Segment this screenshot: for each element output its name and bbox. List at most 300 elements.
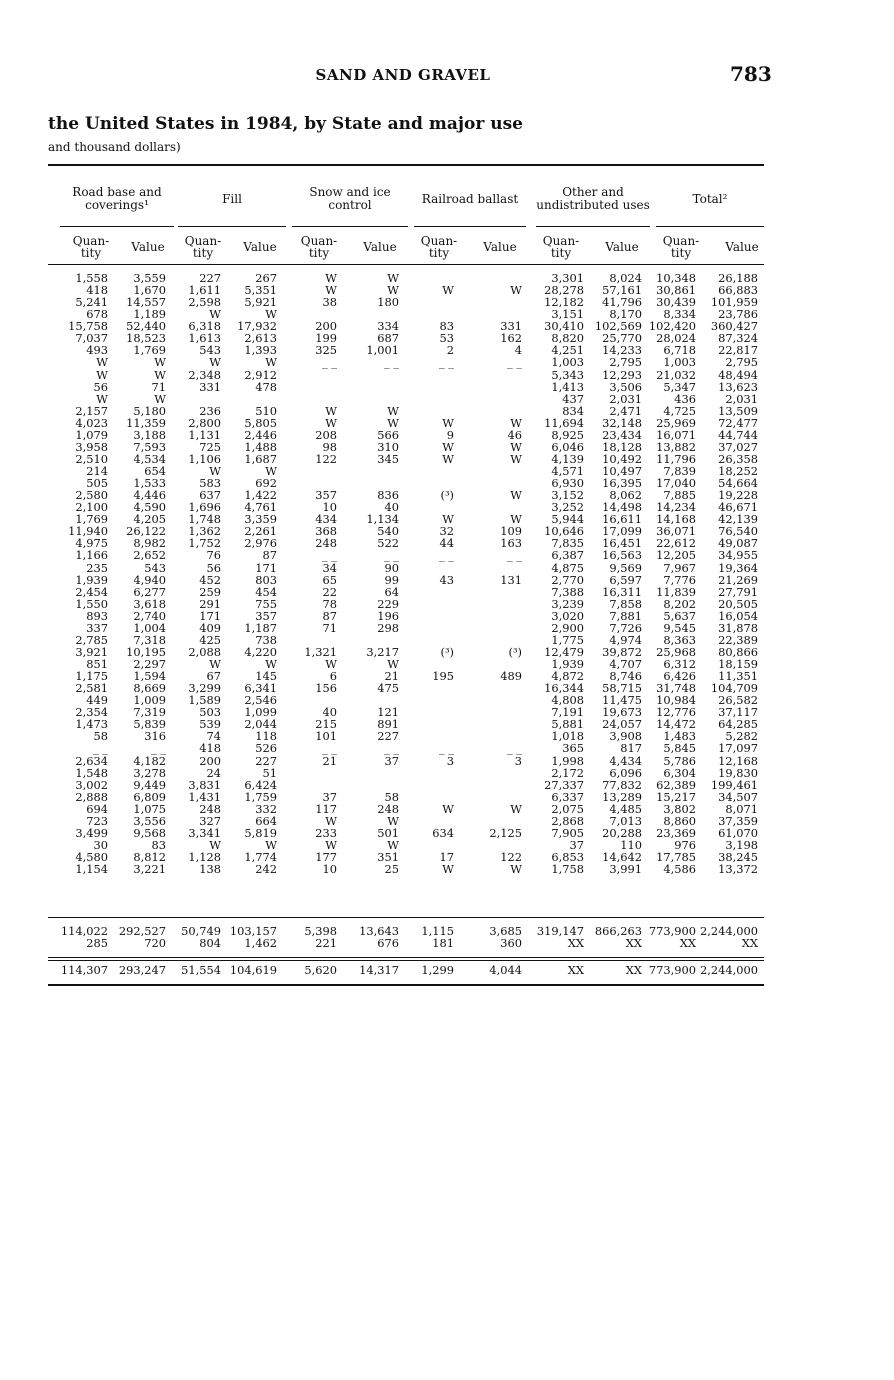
sub-header-value: Value — [243, 240, 277, 254]
table-cell: _ _ — [321, 549, 337, 562]
table-cell: 4,872 — [551, 670, 584, 683]
table-cell: 19,830 — [718, 766, 758, 779]
table-cell: _ _ — [321, 633, 337, 646]
header-bottom-rule — [48, 264, 764, 265]
table-cell: 1,589 — [188, 694, 221, 707]
table-cell: 215 — [315, 718, 337, 731]
table-cell: 6,312 — [663, 658, 696, 671]
table-cell: 227 — [255, 754, 277, 767]
table-cell: W — [325, 416, 337, 429]
table-cell: 30,861 — [656, 284, 696, 297]
table-cell: 37,359 — [718, 814, 758, 827]
table-cell: 723 — [86, 814, 108, 827]
table-cell: 5,343 — [551, 368, 584, 381]
table-cell: W — [96, 392, 108, 405]
table-cell: 233 — [315, 826, 337, 839]
table-cell: 51,554 — [181, 963, 221, 977]
table-cell: 104,709 — [710, 682, 758, 695]
table-cell: 101,959 — [710, 296, 758, 309]
table-cell: 337 — [86, 621, 108, 634]
table-cell: 64 — [384, 585, 399, 598]
table-cell: 1,548 — [75, 766, 108, 779]
table-cell: XX — [679, 936, 696, 950]
table-cell: 8,363 — [663, 633, 696, 646]
table-cell: _ _ — [506, 477, 522, 490]
table-cell: 236 — [199, 404, 221, 417]
table-cell: 8,170 — [609, 308, 642, 321]
table-cell: 976 — [674, 838, 696, 851]
table-cell: 87 — [262, 549, 277, 562]
table-cell: 8,860 — [663, 814, 696, 827]
table-cell: 425 — [199, 633, 221, 646]
table-cell: 4,808 — [551, 694, 584, 707]
table-cell: 121 — [377, 706, 399, 719]
table-cell: 3,002 — [75, 778, 108, 791]
table-cell: W — [209, 658, 221, 671]
table-cell: _ _ — [438, 706, 454, 719]
table-cell: _ _ — [438, 597, 454, 610]
table-cell: 2,888 — [75, 790, 108, 803]
table-cell: _ _ — [438, 730, 454, 743]
table-cell: 43 — [439, 573, 454, 586]
table-cell: 3,802 — [663, 802, 696, 815]
table-cell: 38 — [322, 296, 337, 309]
table-cell: 2,088 — [188, 645, 221, 658]
table-cell: 331 — [500, 320, 522, 333]
table-cell: _ _ — [438, 272, 454, 285]
table-cell: 16,451 — [602, 537, 642, 550]
table-cell: 725 — [199, 440, 221, 453]
table-cell: 14,498 — [602, 501, 642, 514]
table-cell: 171 — [199, 609, 221, 622]
table-cell: 1,759 — [244, 790, 277, 803]
table-cell: 1,131 — [188, 428, 221, 441]
table-cell: 11,940 — [68, 525, 108, 538]
table-cell: 7,013 — [609, 814, 642, 827]
table-cell: _ _ — [506, 658, 522, 671]
sub-header-quantity: Quan-tity — [542, 234, 580, 260]
table-cell: 4,725 — [663, 404, 696, 417]
table-cell: 1,009 — [133, 694, 166, 707]
table-cell: 39,872 — [602, 645, 642, 658]
table-cell: 18,523 — [126, 332, 166, 345]
table-cell: 1,134 — [366, 513, 399, 526]
table-row — [48, 489, 761, 501]
table-cell: 2,075 — [551, 802, 584, 815]
table-row — [48, 742, 761, 754]
table-row — [48, 851, 761, 863]
table-cell: 21,269 — [718, 573, 758, 586]
table-cell: 19,228 — [718, 489, 758, 502]
table-cell: 114,022 — [60, 924, 108, 938]
table-cell: 357 — [315, 489, 337, 502]
table-cell: _ _ — [438, 392, 454, 405]
table-row — [48, 525, 761, 537]
table-row — [48, 537, 761, 549]
table-cell: 1,594 — [133, 670, 166, 683]
table-cell: 2,581 — [75, 682, 108, 695]
table-cell: 7,967 — [663, 561, 696, 574]
table-cell: 22,389 — [718, 633, 758, 646]
table-cell: 3,239 — [551, 597, 584, 610]
table-cell: 248 — [377, 802, 399, 815]
table-cell: 7,319 — [133, 706, 166, 719]
table-cell: 4,571 — [551, 465, 584, 478]
table-cell: 1,758 — [551, 863, 584, 876]
table-cell: _ _ — [383, 392, 399, 405]
bottom-rule — [48, 984, 764, 986]
table-cell: 4,975 — [75, 537, 108, 550]
table-cell: _ _ — [383, 778, 399, 791]
table-cell: _ _ — [438, 621, 454, 634]
table-cell: W — [510, 513, 522, 526]
table-cell: 27,337 — [544, 778, 584, 791]
table-cell: 6,318 — [188, 320, 221, 333]
table-cell: W — [442, 863, 454, 876]
table-row — [48, 429, 761, 441]
table-row — [48, 501, 761, 513]
group-rule-snow — [292, 226, 408, 227]
table-cell: 5,944 — [551, 513, 584, 526]
top-rule — [48, 164, 764, 166]
table-cell: 2,868 — [551, 814, 584, 827]
table-cell: 5,241 — [75, 296, 108, 309]
table-cell: 17,099 — [602, 525, 642, 538]
table-cell: _ _ — [438, 296, 454, 309]
table-cell: W — [265, 658, 277, 671]
table-cell: 19,673 — [602, 706, 642, 719]
table-cell: 2,297 — [133, 658, 166, 671]
table-cell: 17,097 — [718, 742, 758, 755]
table-cell: 866,263 — [594, 924, 642, 938]
table-cell: 26,122 — [126, 525, 166, 538]
table-cell: _ _ — [506, 766, 522, 779]
table-cell: 357 — [255, 609, 277, 622]
table-row — [48, 634, 761, 646]
table-cell: 3,991 — [609, 863, 642, 876]
table-cell: 25 — [384, 863, 399, 876]
grand-total-row — [48, 964, 761, 976]
table-cell: 26,188 — [718, 272, 758, 285]
table-cell: 687 — [377, 332, 399, 345]
table-cell: 49,087 — [718, 537, 758, 550]
table-cell: _ _ — [383, 368, 399, 381]
table-row — [48, 284, 761, 296]
table-cell: 325 — [315, 344, 337, 357]
table-cell: _ _ — [383, 308, 399, 321]
table-cell: _ _ — [506, 682, 522, 695]
column-group-fill: Fill — [222, 191, 242, 206]
table-cell: 755 — [255, 597, 277, 610]
table-cell: 4,044 — [489, 963, 522, 977]
table-cell: _ _ — [150, 742, 166, 755]
table-cell: W — [387, 814, 399, 827]
table-cell: 3,221 — [133, 863, 166, 876]
table-cell: 248 — [199, 802, 221, 815]
table-cell: 1,321 — [304, 645, 337, 658]
table-cell: _ _ — [438, 501, 454, 514]
table-cell: _ _ — [438, 838, 454, 851]
table-cell: 7,388 — [551, 585, 584, 598]
table-cell: 1,533 — [133, 477, 166, 490]
table-cell: _ _ — [321, 766, 337, 779]
table-cell: 19,364 — [718, 561, 758, 574]
table-row — [48, 839, 761, 851]
table-cell: 162 — [500, 332, 522, 345]
table-cell: 6,718 — [663, 344, 696, 357]
table-cell: 62,389 — [656, 778, 696, 791]
table-cell: 4,446 — [133, 489, 166, 502]
table-cell: 34 — [322, 561, 337, 574]
table-cell: _ _ — [506, 730, 522, 743]
table-cell: 12,776 — [656, 706, 696, 719]
table-cell: 10 — [322, 863, 337, 876]
table-cell: 4,434 — [609, 754, 642, 767]
table-cell: 434 — [315, 513, 337, 526]
table-cell: 227 — [199, 272, 221, 285]
table-cell: 9,449 — [133, 778, 166, 791]
table-cell: 227 — [377, 730, 399, 743]
table-cell: 6,341 — [244, 682, 277, 695]
table-cell: _ _ — [438, 380, 454, 393]
table-cell: 20,288 — [602, 826, 642, 839]
table-cell: 32,148 — [602, 416, 642, 429]
table-cell: 365 — [562, 742, 584, 755]
table-cell: 3,506 — [609, 380, 642, 393]
table-cell: _ _ — [438, 766, 454, 779]
table-cell: W — [510, 802, 522, 815]
table-cell: 12,205 — [656, 549, 696, 562]
table-cell: W — [510, 452, 522, 465]
table-cell: _ _ — [383, 742, 399, 755]
table-cell: XX — [741, 936, 758, 950]
table-cell: _ _ — [506, 814, 522, 827]
table-cell: 11,475 — [602, 694, 642, 707]
table-subtitle: and thousand dollars) — [48, 140, 181, 154]
table-cell: 20,505 — [718, 597, 758, 610]
table-cell: 71 — [322, 621, 337, 634]
table-cell: 16,311 — [602, 585, 642, 598]
table-cell: 2,652 — [133, 549, 166, 562]
table-cell: 2,172 — [551, 766, 584, 779]
table-cell: 1,099 — [244, 706, 277, 719]
table-cell: 3,020 — [551, 609, 584, 622]
table-cell: 2,598 — [188, 296, 221, 309]
table-cell: 22 — [322, 585, 337, 598]
table-row — [48, 863, 761, 875]
table-cell: 24,057 — [602, 718, 642, 731]
table-cell: 2,157 — [75, 404, 108, 417]
table-cell: 23,434 — [602, 428, 642, 441]
table-cell: 15,217 — [656, 790, 696, 803]
table-cell: 3,341 — [188, 826, 221, 839]
table-row — [48, 344, 761, 356]
table-cell: 6,304 — [663, 766, 696, 779]
table-row — [48, 332, 761, 344]
table-cell: _ _ — [506, 356, 522, 369]
table-cell: 25,770 — [602, 332, 642, 345]
table-cell: 17,040 — [656, 477, 696, 490]
table-cell: 1,075 — [133, 802, 166, 815]
table-cell: _ _ — [321, 368, 337, 381]
table-cell: 3,921 — [75, 645, 108, 658]
running-title: SAND AND GRAVEL — [315, 66, 491, 84]
table-cell: W — [325, 814, 337, 827]
table-cell: _ _ — [438, 682, 454, 695]
table-cell: _ _ — [321, 380, 337, 393]
table-cell: 7,593 — [133, 440, 166, 453]
table-cell: 3,958 — [75, 440, 108, 453]
table-cell: 2,031 — [609, 392, 642, 405]
table-cell: 418 — [86, 284, 108, 297]
table-cell: 77,832 — [602, 778, 642, 791]
table-cell: W — [265, 465, 277, 478]
table-cell: 37 — [384, 754, 399, 767]
table-cell: 2,795 — [725, 356, 758, 369]
sub-header-value: Value — [725, 240, 759, 254]
table-cell: 90 — [384, 561, 399, 574]
table-cell: 539 — [199, 718, 221, 731]
table-cell: _ _ — [506, 549, 522, 562]
table-cell: _ _ — [438, 368, 454, 381]
table-cell: 16,611 — [602, 513, 642, 526]
group-rule-other — [536, 226, 650, 227]
table-cell: 7,881 — [609, 609, 642, 622]
table-cell: 18,128 — [602, 440, 642, 453]
table-row — [48, 622, 761, 634]
table-row — [48, 381, 761, 393]
table-cell: 6,424 — [244, 778, 277, 791]
table-cell: 16,054 — [718, 609, 758, 622]
table-cell: 1,462 — [244, 936, 277, 950]
table-cell: 292,527 — [118, 924, 166, 938]
table-cell: 4,205 — [133, 513, 166, 526]
table-cell: 452 — [199, 573, 221, 586]
table-cell: 2,125 — [489, 826, 522, 839]
table-cell: 1,079 — [75, 428, 108, 441]
table-cell: 196 — [377, 609, 399, 622]
table-cell: W — [325, 272, 337, 285]
table-cell: _ _ — [506, 621, 522, 634]
table-cell: 316 — [144, 730, 166, 743]
table-cell: _ _ — [506, 404, 522, 417]
table-cell: 3 — [514, 754, 522, 767]
table-cell: W — [387, 272, 399, 285]
table-row — [48, 682, 761, 694]
table-cell: W — [265, 838, 277, 851]
table-row — [48, 405, 761, 417]
table-cell: 6,809 — [133, 790, 166, 803]
table-cell: 10,492 — [602, 452, 642, 465]
table-cell: 6,387 — [551, 549, 584, 562]
table-cell: 34,955 — [718, 549, 758, 562]
table-cell: _ _ — [506, 465, 522, 478]
table-cell: 163 — [500, 537, 522, 550]
table-cell: 40 — [384, 501, 399, 514]
table-cell: 2,454 — [75, 585, 108, 598]
table-cell: 11,359 — [126, 416, 166, 429]
table-cell: 2,580 — [75, 489, 108, 502]
table-cell: 5,637 — [663, 609, 696, 622]
table-cell: 13,623 — [718, 380, 758, 393]
table-cell: 773,900 — [648, 924, 696, 938]
table-cell: 2,031 — [725, 392, 758, 405]
table-cell: W — [154, 392, 166, 405]
grand-total-top-rule — [48, 957, 764, 958]
table-cell: 10 — [322, 501, 337, 514]
table-cell: 42,139 — [718, 513, 758, 526]
table-cell: 6,597 — [609, 573, 642, 586]
table-cell: _ _ — [506, 742, 522, 755]
table-row — [48, 574, 761, 586]
table-cell: 327 — [199, 814, 221, 827]
table-cell: 583 — [199, 477, 221, 490]
table-cell: 23,369 — [656, 826, 696, 839]
table-cell: _ _ — [321, 392, 337, 405]
table-cell: 1,413 — [551, 380, 584, 393]
table-cell: 1,939 — [75, 573, 108, 586]
table-cell: 2,800 — [188, 416, 221, 429]
table-cell: 26,358 — [718, 452, 758, 465]
table-cell: W — [209, 308, 221, 321]
table-cell: 138 — [199, 863, 221, 876]
table-cell: 449 — [86, 694, 108, 707]
table-cell: 1,696 — [188, 501, 221, 514]
table-cell: 229 — [377, 597, 399, 610]
table-cell: 1,473 — [75, 718, 108, 731]
table-cell: 7,191 — [551, 706, 584, 719]
table-cell: 3,831 — [188, 778, 221, 791]
table-cell: 99 — [384, 573, 399, 586]
table-cell: _ _ — [383, 694, 399, 707]
table-cell: 25,968 — [656, 645, 696, 658]
table-cell: 259 — [199, 585, 221, 598]
table-cell: 3,188 — [133, 428, 166, 441]
table-cell: 804 — [199, 936, 221, 950]
table-cell: W — [510, 863, 522, 876]
table-cell: 5,347 — [663, 380, 696, 393]
table-cell: _ _ — [321, 356, 337, 369]
table-row — [48, 658, 761, 670]
table-cell: 2,546 — [244, 694, 277, 707]
table-cell: 61,070 — [718, 826, 758, 839]
table-cell: 6,277 — [133, 585, 166, 598]
table-cell: 54,664 — [718, 477, 758, 490]
data-table — [48, 272, 761, 875]
table-cell: 102,569 — [594, 320, 642, 333]
table-cell: 409 — [199, 621, 221, 634]
table-cell: 1,748 — [188, 513, 221, 526]
table-cell: 30,410 — [544, 320, 584, 333]
table-cell: W — [209, 465, 221, 478]
table-cell: 10,348 — [656, 272, 696, 285]
table-cell: 1,687 — [244, 452, 277, 465]
table-cell: 5,282 — [725, 730, 758, 743]
table-cell: 1,187 — [244, 621, 277, 634]
column-group-road-base: Road base and coverings¹ — [72, 185, 162, 212]
table-row — [48, 417, 761, 429]
table-cell: 80,866 — [718, 645, 758, 658]
table-cell: 181 — [432, 936, 454, 950]
table-cell: 1,175 — [75, 670, 108, 683]
table-cell: 1,431 — [188, 790, 221, 803]
table-cell: 66,883 — [718, 284, 758, 297]
table-cell: W — [387, 838, 399, 851]
table-cell: 501 — [377, 826, 399, 839]
table-cell: 4,139 — [551, 452, 584, 465]
table-cell: 3,359 — [244, 513, 277, 526]
table-cell: 1,166 — [75, 549, 108, 562]
